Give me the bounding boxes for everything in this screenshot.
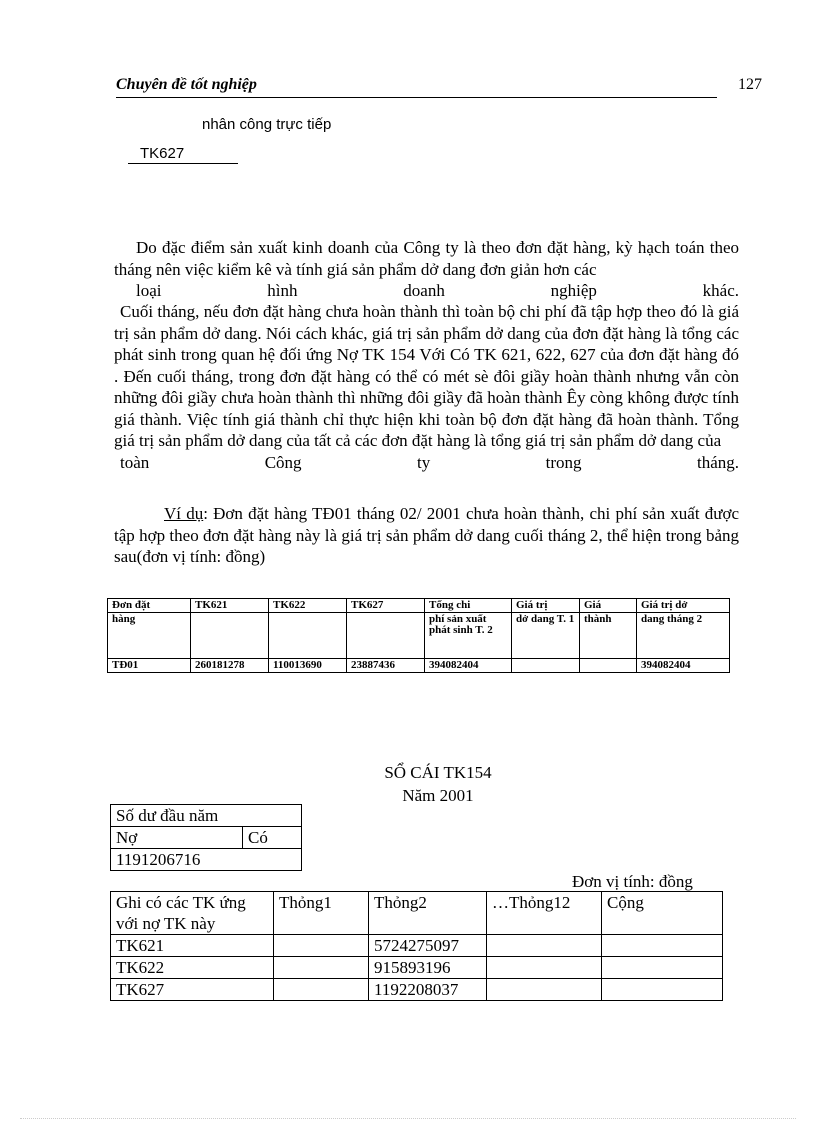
table-cell: TK622	[111, 957, 274, 979]
table-cell	[580, 659, 637, 673]
example-text: : Đơn đặt hàng TĐ01 tháng 02/ 2001 chưa hoàn thành, chi phí sản xuất được tập hợp theo đơn đặt hàng này là giá trị sản phẩm dở dang cuối tháng 2, thể hiện trong bảng sau(đơn vị tính: đồng)	[114, 504, 739, 566]
header-cell	[191, 613, 269, 659]
header-cell: thành	[580, 613, 637, 659]
paragraph-1-last-line: loại hình doanh nghiệp khác.	[136, 281, 739, 300]
header-cell: TK622	[269, 599, 347, 613]
table-cell: 260181278	[191, 659, 269, 673]
table-cell: TĐ01	[108, 659, 191, 673]
table-row	[111, 805, 302, 827]
table-cell: 394082404	[425, 659, 512, 673]
paragraph-3	[114, 503, 739, 568]
page-number: 127	[738, 76, 762, 93]
header-cell: TK627	[347, 599, 425, 613]
credit-label: Có	[243, 827, 302, 849]
table-cell: TK621	[111, 935, 274, 957]
table-cell	[274, 979, 369, 1001]
ledger-header-row	[111, 892, 723, 935]
header-cell: Thỏng1	[274, 892, 369, 935]
header-cell: …Thỏng12	[487, 892, 602, 935]
paragraph-1-body: Do đặc điểm sản xuất kinh doanh của Công ty là theo đơn đặt hàng, kỳ hạch toán theo tháng nên việc kiểm kê và tính giá sản phẩm dở dang đơn giản hơn các	[114, 238, 739, 279]
header-cell	[347, 613, 425, 659]
header-cell: Giá trị dở	[637, 599, 730, 613]
paragraph-2	[114, 301, 739, 473]
table-cell: 394082404	[637, 659, 730, 673]
header-cell: Thỏng2	[369, 892, 487, 935]
page-edge-divider	[20, 1118, 796, 1119]
table-cell: 23887436	[347, 659, 425, 673]
wip-table	[107, 598, 730, 673]
table-row	[111, 827, 302, 849]
table-cell	[602, 957, 723, 979]
header-cell: TK621	[191, 599, 269, 613]
paragraph-2-body: Cuối tháng, nếu đơn đặt hàng chưa hoàn thành thì toàn bộ chi phí đã tập hợp theo đó là giá trị sản phẩm dở dang. Nói cách khác, giá trị sản phẩm dở dang của đơn đặt hàng là tổng các phát sinh trong quan hệ đối ứng Nợ TK 154 Với Có TK 621, 622, 627 của đơn đặt hàng đó . Đến cuối tháng, trong đơn đặt hàng có thể có mét sè đôi giầy hoàn thành nhưng vẫn còn những đôi giầy chưa hoàn thành thì những đôi giầy đã hoàn thành Êy còng không được tính giá thành. Việc tính giá thành chỉ thực hiện khi toàn bộ đơn đặt hàng đã hoàn thành. Tổng giá trị sản phẩm dở dang của tất cả các đơn đặt hàng là tổng giá trị sản phẩm dở dang của	[114, 302, 739, 450]
table-row	[111, 849, 302, 871]
table-cell	[487, 979, 602, 1001]
table-cell: 915893196	[369, 957, 487, 979]
table-row	[108, 659, 730, 673]
header-cell: phí sản xuất phát sinh T. 2	[425, 613, 512, 659]
table-cell: 1192208037	[369, 979, 487, 1001]
header-cell: Giá trị	[512, 599, 580, 613]
table-row	[111, 979, 723, 1001]
table-cell: 5724275097	[369, 935, 487, 957]
table-cell	[602, 979, 723, 1001]
opening-label: Số dư đầu năm	[111, 805, 302, 827]
paragraph-1	[114, 237, 739, 302]
running-header-title: Chuyên đề tốt nghiệp	[116, 76, 257, 93]
opening-balance-table	[110, 804, 302, 871]
header-rule	[116, 97, 717, 98]
header-cell: Đơn đặt	[108, 599, 191, 613]
example-label: Ví dụ	[164, 504, 204, 523]
table-cell	[512, 659, 580, 673]
table-cell: 110013690	[269, 659, 347, 673]
header-cell: Cộng	[602, 892, 723, 935]
header-cell: Tổng chi	[425, 599, 512, 613]
fragment-line-1: nhân công trực tiếp	[202, 116, 332, 133]
table-cell	[274, 935, 369, 957]
wip-table-header-row-1	[108, 599, 730, 613]
ledger-title: SỔ CÁI TK154	[384, 763, 492, 782]
header-cell: hàng	[108, 613, 191, 659]
fragment-line-2: TK627	[140, 145, 185, 162]
debit-label: Nợ	[111, 827, 243, 849]
table-row	[111, 957, 723, 979]
ledger-table	[110, 891, 723, 1001]
fragment-rule	[128, 163, 238, 164]
ledger-year: Năm 2001	[402, 786, 474, 805]
opening-value: 1191206716	[111, 849, 302, 871]
table-cell	[487, 957, 602, 979]
header-cell: dang tháng 2	[637, 613, 730, 659]
table-cell	[274, 957, 369, 979]
paragraph-2-last-line: toàn Công ty trong tháng.	[120, 452, 739, 472]
table-cell	[487, 935, 602, 957]
table-cell: TK627	[111, 979, 274, 1001]
table-cell	[602, 935, 723, 957]
table-row	[111, 935, 723, 957]
unit-label: Đơn vị tính: đồng	[572, 872, 693, 891]
wip-table-header-row-2	[108, 613, 730, 659]
header-cell: Giá	[580, 599, 637, 613]
header-cell	[269, 613, 347, 659]
header-cell: Ghi có các TK ứng với nợ TK này	[111, 892, 274, 935]
header-cell: dở dang T. 1	[512, 613, 580, 659]
